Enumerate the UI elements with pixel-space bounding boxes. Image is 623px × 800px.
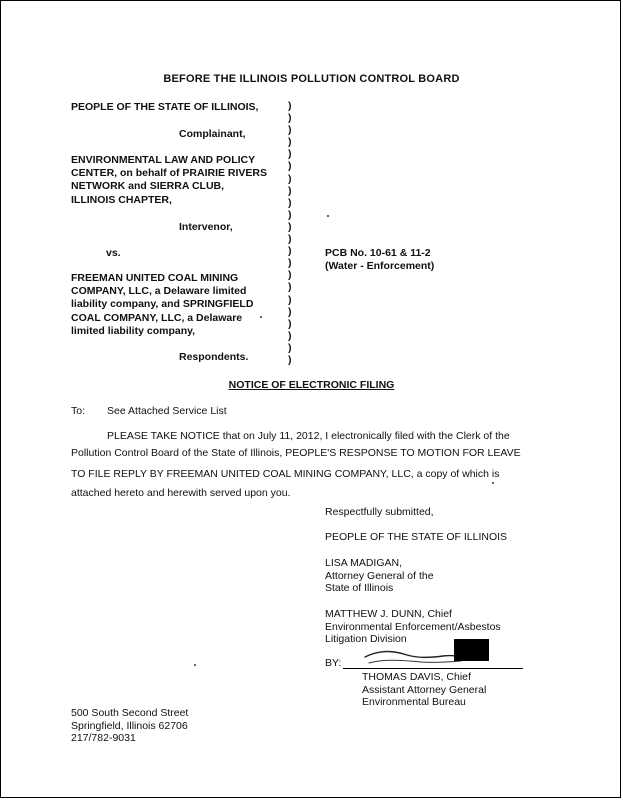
party-name: PEOPLE OF THE STATE OF ILLINOIS bbox=[325, 531, 508, 543]
signer-line: THOMAS DAVIS, Chief bbox=[362, 671, 471, 683]
scan-speck bbox=[492, 482, 494, 484]
complainant-name: PEOPLE OF THE STATE OF ILLINOIS, bbox=[71, 101, 259, 113]
chief-line: Environmental Enforcement/Asbestos bbox=[325, 620, 501, 633]
respondent-line: liability company, and SPRINGFIELD bbox=[71, 298, 254, 311]
paragraph-line: Pollution Control Board of the State of Illinois, PEOPLE'S RESPONSE TO MOTION FOR LEAVE bbox=[71, 447, 521, 459]
scan-speck bbox=[260, 316, 262, 318]
intervenor-block bbox=[71, 154, 267, 207]
signer-line: Environmental Bureau bbox=[362, 696, 466, 709]
paragraph-line: PLEASE TAKE NOTICE that on July 11, 2012, I electronically filed with the Clerk of the bbox=[107, 430, 510, 442]
intervenor-line: ENVIRONMENTAL LAW AND POLICY bbox=[71, 154, 256, 166]
intervenor-line: ILLINOIS CHAPTER, bbox=[71, 193, 172, 206]
intervenor-line: CENTER, on behalf of PRAIRIE RIVERS bbox=[71, 167, 268, 180]
respondent-line: FREEMAN UNITED COAL MINING bbox=[71, 272, 239, 284]
chief-line: MATTHEW J. DUNN, Chief bbox=[325, 608, 452, 620]
paragraph-line: attached hereto and herewith served upon you. bbox=[71, 487, 291, 499]
to-label: To: bbox=[71, 405, 86, 417]
notice-heading: NOTICE OF ELECTRONIC FILING bbox=[228, 379, 395, 391]
signer-block bbox=[362, 671, 486, 709]
respondent-line: COMPANY, LLC, a Delaware limited bbox=[71, 285, 247, 298]
respondent-role: Respondents. bbox=[179, 351, 249, 363]
respondent-block bbox=[71, 272, 253, 338]
case-type: (Water - Enforcement) bbox=[325, 260, 435, 272]
intervenor-role: Intervenor, bbox=[179, 221, 233, 233]
paragraph-line: TO FILE REPLY BY FREEMAN UNITED COAL MINING COMPANY, LLC, a copy of which is bbox=[71, 468, 500, 480]
ag-line: LISA MADIGAN, bbox=[325, 557, 403, 569]
address-line: Springfield, Illinois 62706 bbox=[71, 719, 188, 732]
respondent-line: COAL COMPANY, LLC, a Delaware bbox=[71, 311, 243, 324]
chief-line: Litigation Division bbox=[325, 633, 407, 646]
ag-line: State of Illinois bbox=[325, 582, 394, 595]
caption-brackets: ) ) ) ) ) ) ) ) ) ) ) ) ) ) ) ) ) ) ) ) ) ) bbox=[288, 100, 292, 366]
scan-speck bbox=[194, 664, 196, 666]
scan-speck bbox=[327, 215, 329, 217]
ag-block bbox=[325, 557, 434, 595]
to-value: See Attached Service List bbox=[107, 405, 227, 417]
by-label: BY: bbox=[325, 657, 342, 669]
complainant-role: Complainant, bbox=[179, 128, 246, 140]
ag-line: Attorney General of the bbox=[325, 569, 434, 582]
case-number: PCB No. 10-61 & 11-2 bbox=[325, 247, 431, 259]
intervenor-line: NETWORK and SIERRA CLUB, bbox=[71, 180, 225, 193]
redaction-block bbox=[454, 639, 489, 661]
address-line: 500 South Second Street bbox=[71, 707, 189, 719]
respondent-line: limited liability company, bbox=[71, 324, 196, 337]
versus: vs. bbox=[106, 247, 121, 259]
board-title: BEFORE THE ILLINOIS POLLUTION CONTROL BOARD bbox=[163, 73, 460, 85]
closing: Respectfully submitted, bbox=[325, 506, 434, 518]
address-block bbox=[71, 707, 188, 745]
signer-line: Assistant Attorney General bbox=[362, 683, 487, 696]
address-line: 217/782-9031 bbox=[71, 732, 136, 745]
